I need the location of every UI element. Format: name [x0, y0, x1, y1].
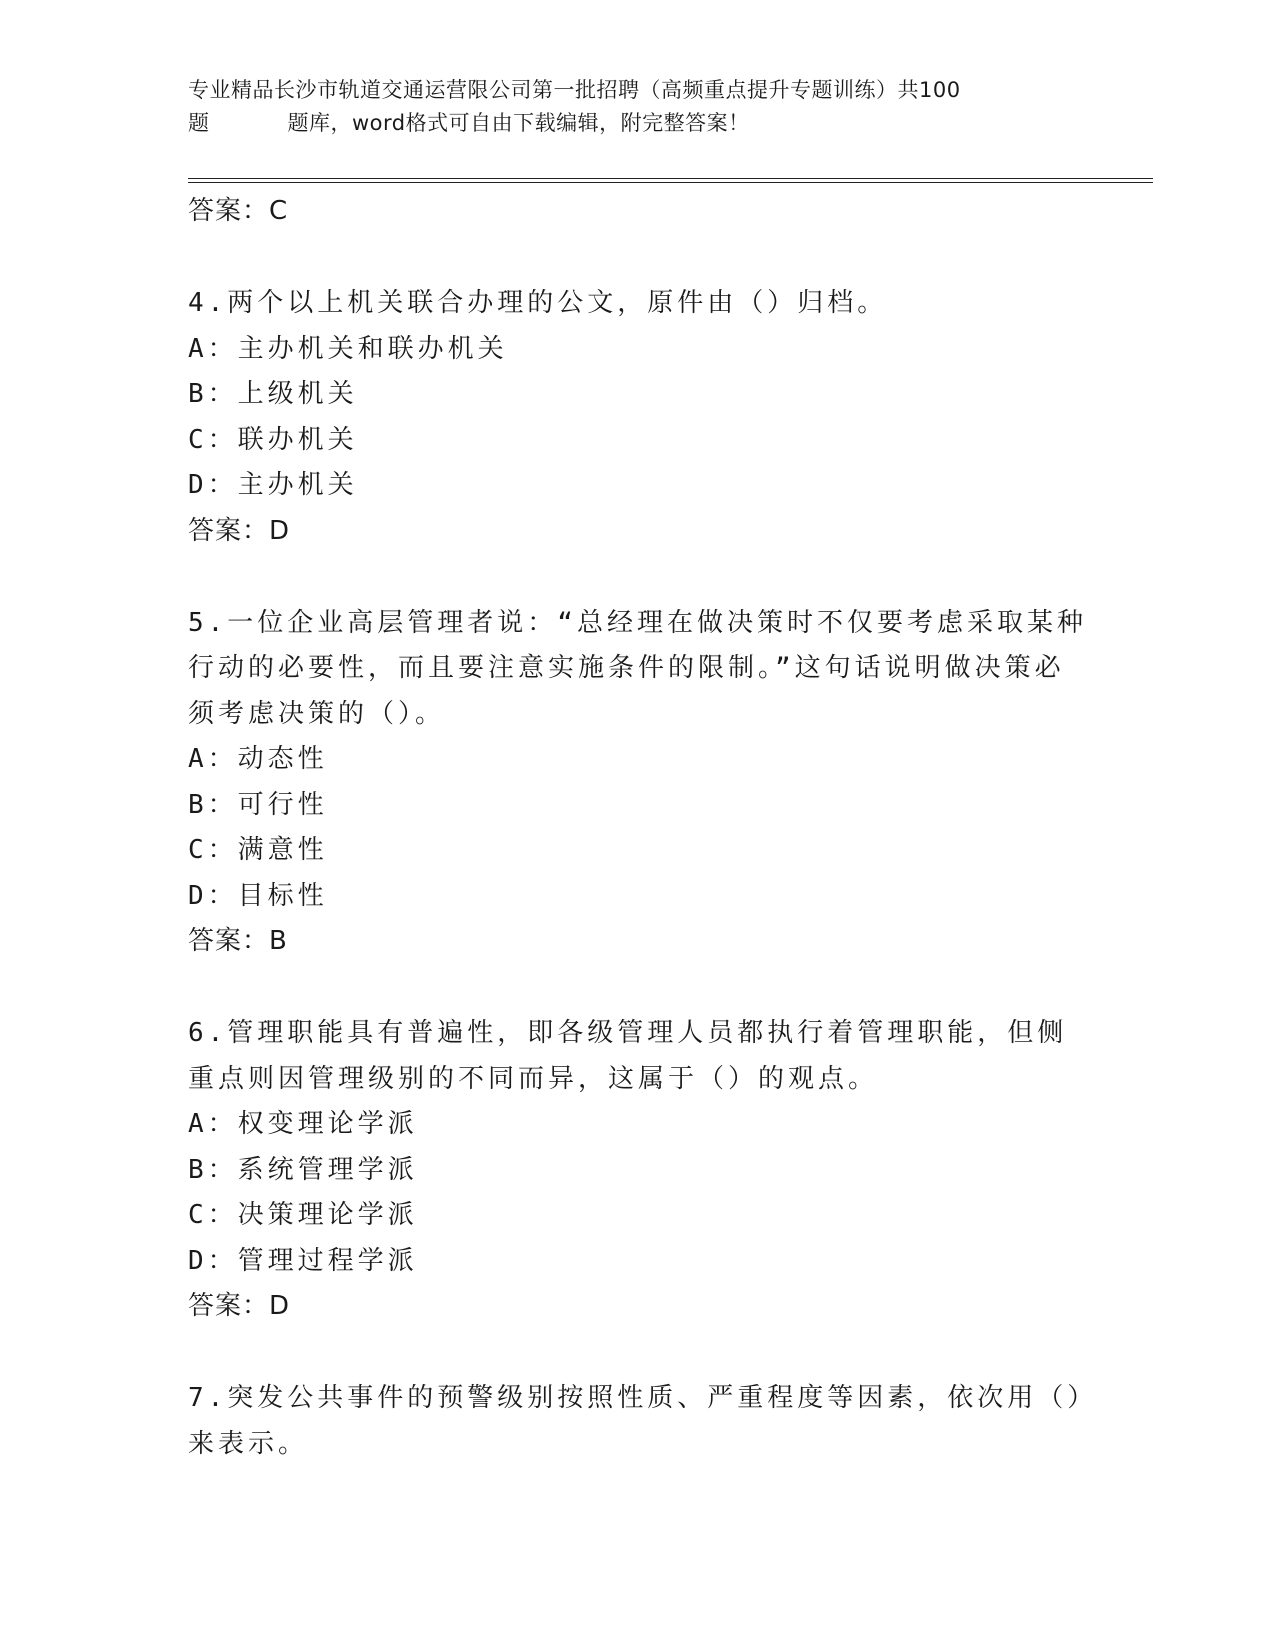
question-option: A：主办机关和联办机关 [188, 333, 508, 364]
question-block [188, 1376, 1088, 1467]
question-option: C：满意性 [188, 835, 328, 865]
header-title-line2-rest: 题库，word格式可自由下载编辑，附完整答案！ [287, 111, 750, 135]
question-option: C：联办机关 [188, 424, 358, 455]
header-title-line2 [188, 107, 1088, 140]
question-option: D：目标性 [188, 880, 328, 911]
question-stem: 5.一位企业高层管理者说：“总经理在做决策时不仅要考虑采取某种行动的必要性，而且要注意实施条件的限制。”这句话说明做决策必须考虑决策的（）。 [188, 607, 1087, 729]
question-option: D：主办机关 [188, 470, 358, 500]
question-stem: 6.管理职能具有普遍性，即各级管理人员都执行着管理职能，但侧重点则因管理级别的不同而异，这属于（）的观点。 [188, 1018, 1068, 1094]
question-option: B：可行性 [188, 789, 328, 820]
header-title-line2-start: 题 [188, 111, 210, 135]
answer-line: 答案：B [188, 926, 288, 956]
question-block [188, 281, 1088, 554]
question-option: A：权变理论学派 [188, 1109, 418, 1139]
answer-line: 答案：D [188, 1291, 291, 1321]
header-title-line1: 专业精品长沙市轨道交通运营限公司第一批招聘（高频重点提升专题训练）共100 [188, 78, 961, 102]
question-stem: 7.突发公共事件的预警级别按照性质、严重程度等因素，依次用（）来表示。 [188, 1383, 1085, 1459]
question-option: C：决策理论学派 [188, 1200, 418, 1230]
header-divider-top [188, 178, 1153, 179]
answer-line: 答案：D [188, 515, 291, 546]
header-divider-bottom [188, 182, 1153, 183]
page-header [188, 74, 1088, 140]
question-list [188, 189, 1088, 1467]
question-option: D：管理过程学派 [188, 1245, 418, 1276]
question-option: A：动态性 [188, 744, 328, 774]
question-option: B：上级机关 [188, 379, 358, 409]
question-block [188, 1011, 1088, 1329]
question-block [188, 601, 1088, 965]
answer-line: 答案：C [188, 196, 289, 226]
question-option: B：系统管理学派 [188, 1154, 418, 1185]
question-stem: 4.两个以上机关联合办理的公文，原件由（）归档。 [188, 288, 888, 318]
